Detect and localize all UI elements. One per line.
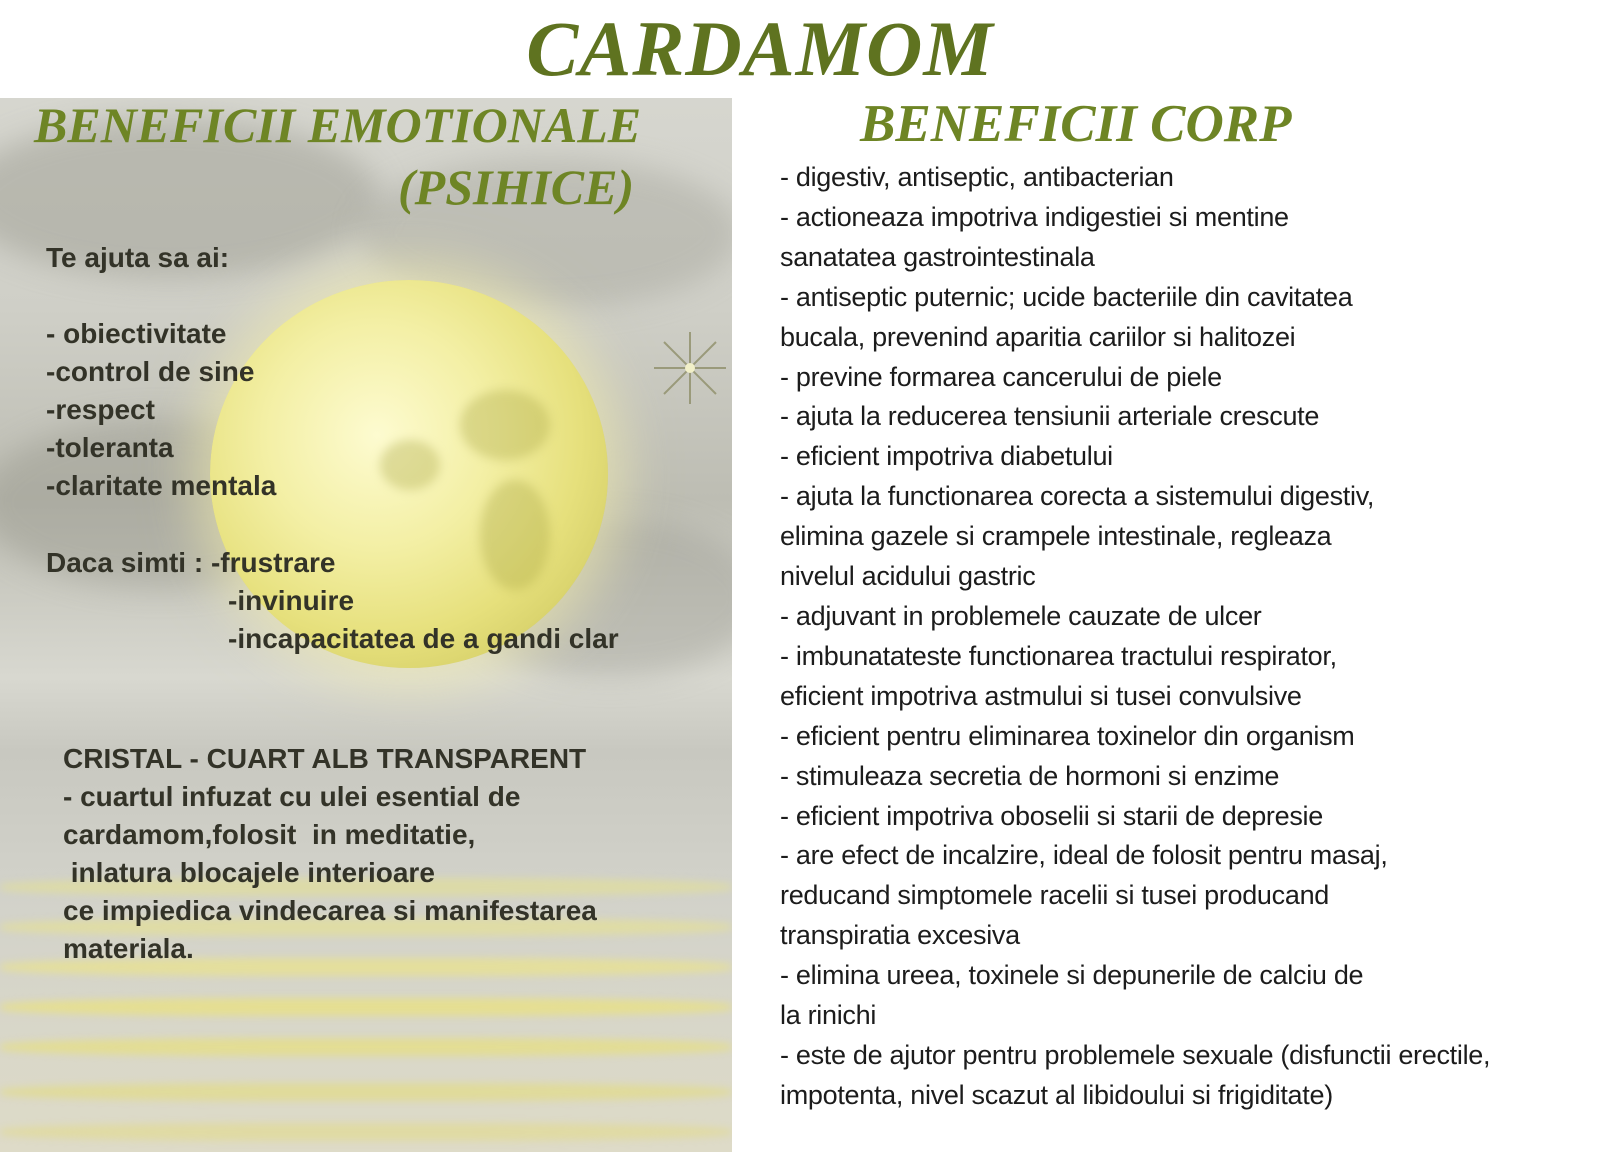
emotional-item: -respect	[46, 394, 155, 425]
body-benefit-line: - ajuta la reducerea tensiunii arteriale crescute	[780, 401, 1320, 432]
daca-simti-label: Daca simti : -frustrare	[46, 547, 336, 578]
emotional-benefits-heading: BENEFICII EMOTIONALE	[34, 97, 642, 153]
intro-text: Te ajuta sa ai:	[46, 242, 230, 273]
water-reflection	[0, 998, 732, 1016]
body-benefit-line: bucala, prevenind aparitia cariilor si halitozei	[780, 321, 1296, 352]
body-benefit-line: - ajuta la functionarea corecta a sistemului digestiv,	[780, 481, 1375, 512]
crystal-description-line: ce impiedica vindecarea si manifestarea	[63, 895, 597, 926]
body-benefit-line: - digestiv, antiseptic, antibacterian	[780, 162, 1174, 192]
body-benefit-line: eficient impotriva astmului si tusei convulsive	[780, 680, 1302, 711]
body-benefit-line: impotenta, nivel scazut al libidoului si frigiditate)	[780, 1079, 1333, 1110]
emotional-benefits-subheading: (PSIHICE)	[398, 159, 635, 215]
crystal-description-line: inlatura blocajele interioare	[63, 857, 435, 888]
emotional-item: -control de sine	[46, 356, 255, 387]
body-benefit-line: - actioneaza impotriva indigestiei si mentine	[780, 201, 1289, 232]
daca-simti-item: -invinuire	[228, 585, 355, 616]
body-benefit-line: nivelul acidului gastric	[780, 561, 1036, 592]
body-benefit-line: - previne formarea cancerului de piele	[780, 361, 1222, 392]
emotional-item: - obiectivitate	[46, 318, 227, 349]
body-benefit-line: - antiseptic puternic; ucide bacteriile din cavitatea	[780, 281, 1353, 312]
crystal-description-line: - cuartul infuzat cu ulei esential de	[63, 781, 521, 812]
body-benefit-line: - eficient impotriva diabetului	[780, 441, 1113, 472]
water-reflection	[0, 1083, 732, 1101]
page-title: CARDAMOM	[526, 5, 994, 92]
body-benefit-line: transpiratia excesiva	[780, 920, 1020, 951]
body-benefit-line: - imbunatateste functionarea tractului respirator,	[780, 640, 1337, 671]
crystal-description-line: cardamom,folosit in meditatie,	[63, 819, 476, 850]
body-benefit-line: reducand simptomele racelii si tusei producand	[780, 880, 1329, 911]
body-benefit-line: sanatatea gastrointestinala	[780, 241, 1095, 272]
moon-crater	[460, 390, 550, 460]
emotional-item: -claritate mentala	[46, 470, 277, 501]
body-benefit-line: - este de ajutor pentru problemele sexuale (disfunctii erectile,	[780, 1039, 1491, 1070]
body-benefit-line: - are efect de incalzire, ideal de folosit pentru masaj,	[780, 840, 1388, 871]
body-benefit-line: - stimuleaza secretia de hormoni si enzime	[780, 760, 1280, 791]
sparkle-star-icon	[652, 330, 728, 406]
moon-crater	[380, 440, 440, 490]
body-benefit-line: elimina gazele si crampele intestinale, regleaza	[780, 521, 1332, 552]
emotional-item: -toleranta	[46, 432, 174, 463]
body-benefit-line: - elimina ureea, toxinele si depunerile de calciu de	[780, 960, 1364, 991]
body-benefits-list	[780, 158, 1490, 1116]
moon-crater	[480, 480, 550, 590]
crystal-description-line: materiala.	[63, 933, 194, 964]
water-reflection	[0, 1038, 732, 1056]
body-benefit-line: - adjuvant in problemele cauzate de ulcer	[780, 600, 1262, 631]
body-benefit-line: - eficient pentru eliminarea toxinelor din organism	[780, 720, 1355, 751]
crystal-title: CRISTAL - CUART ALB TRANSPARENT	[63, 743, 587, 774]
body-benefits-heading: BENEFICII CORP	[860, 95, 1292, 153]
body-benefit-line: la rinichi	[780, 1000, 877, 1031]
water-reflection	[0, 1123, 732, 1141]
daca-simti-item: -incapacitatea de a gandi clar	[228, 623, 619, 654]
body-benefit-line: - eficient impotriva oboselii si starii de depresie	[780, 800, 1323, 831]
